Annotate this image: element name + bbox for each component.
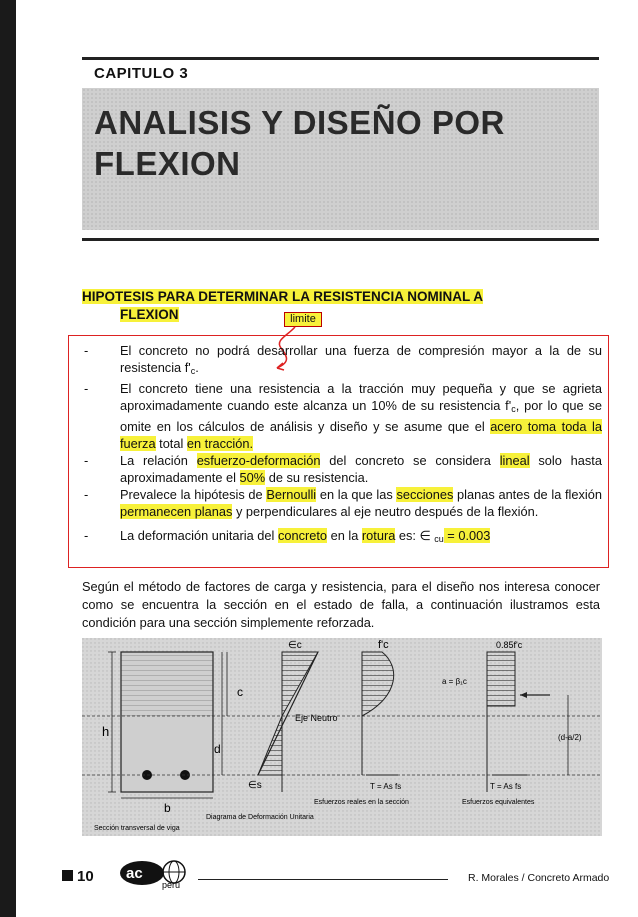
aci-peru-logo bbox=[118, 858, 204, 890]
heading-line-2: FLEXION bbox=[120, 307, 179, 322]
title-line-2: FLEXION bbox=[94, 145, 241, 182]
svg-text:T = As fs: T = As fs bbox=[370, 782, 402, 791]
svg-text:a = β₁c: a = β₁c bbox=[442, 677, 467, 686]
section-heading bbox=[82, 288, 582, 324]
page-number: 10 bbox=[62, 868, 94, 885]
heading-line-1: HIPOTESIS PARA DETERMINAR LA RESISTENCIA NOMINAL A bbox=[82, 289, 484, 304]
list-item: - La deformación unitaria del concreto en la rotura es: ∈ $_{cu}$ = 0.003 bbox=[84, 528, 491, 544]
svg-text:b: b bbox=[164, 801, 171, 815]
svg-text:∈c: ∈c bbox=[288, 640, 302, 651]
svg-text:c: c bbox=[237, 685, 243, 699]
hypotheses-list bbox=[82, 342, 602, 548]
list-item: - El concreto no podrá desarrollar una fuerza de compresión mayor a la de su resistencia $f'_c$. bbox=[84, 343, 602, 376]
svg-text:d: d bbox=[214, 742, 221, 756]
svg-text:Diagrama de Deformación Unitar: Diagrama de Deformación Unitaria bbox=[206, 814, 314, 821]
title-band bbox=[82, 88, 599, 230]
svg-text:f'c: f'c bbox=[378, 639, 389, 651]
chapter-label: CAPITULO 3 bbox=[94, 65, 189, 82]
svg-text:Esfuerzos equivalentes: Esfuerzos equivalentes bbox=[462, 799, 535, 806]
bottom-rule bbox=[82, 238, 599, 241]
footer-credit: R. Morales / Concreto Armado bbox=[468, 872, 610, 884]
annotation-limite: limite bbox=[284, 312, 322, 327]
list-item: - La relación esfuerzo-deformación del concreto se considera lineal solo hasta aproximadamente el 50% de su resistencia. bbox=[84, 453, 602, 485]
svg-text:ac: ac bbox=[126, 865, 143, 882]
svg-text:Esfuerzos reales en la sección: Esfuerzos reales en la sección bbox=[314, 799, 409, 806]
svg-text:∈s: ∈s bbox=[248, 780, 262, 791]
svg-text:perú: perú bbox=[162, 880, 181, 890]
flexure-diagram bbox=[82, 638, 602, 836]
chapter-title bbox=[94, 102, 505, 184]
title-line-1: ANALISIS Y DISEÑO POR bbox=[94, 104, 505, 141]
svg-text:0.85f'c: 0.85f'c bbox=[496, 640, 523, 650]
svg-text:(d-a/2): (d-a/2) bbox=[558, 733, 582, 742]
svg-text:h: h bbox=[102, 724, 110, 739]
svg-text:Eje Neutro: Eje Neutro bbox=[295, 713, 338, 723]
footer-rule bbox=[198, 879, 448, 880]
intro-paragraph: Según el método de factores de carga y resistencia, para el diseño nos interesa conocer como se encuentra la sección en el estado de falla, a continuación ilustramos esta condición para una sección simplemente reforzada. bbox=[82, 579, 600, 630]
page-edge-bar bbox=[0, 0, 16, 917]
list-item: - El concreto tiene una resistencia a la tracción muy pequeña y que se agrieta aproximadamente cuando este alcanza un 10% de su resistencia $f'_c$, por lo que se omite en los cálculos de análisis y diseño y se asume que el acero toma toda la fuerza total en tracción. bbox=[84, 381, 602, 451]
svg-text:T = As fs: T = As fs bbox=[490, 782, 522, 791]
top-rule bbox=[82, 57, 599, 60]
list-item: - Prevalece la hipótesis de Bernoulli en la que las secciones planas antes de la flexión permanecen planas y perpendiculares al eje neutro después de la flexión. bbox=[84, 487, 602, 519]
page-square-icon bbox=[62, 870, 73, 881]
svg-text:Sección transversal de viga: Sección transversal de viga bbox=[94, 825, 180, 832]
